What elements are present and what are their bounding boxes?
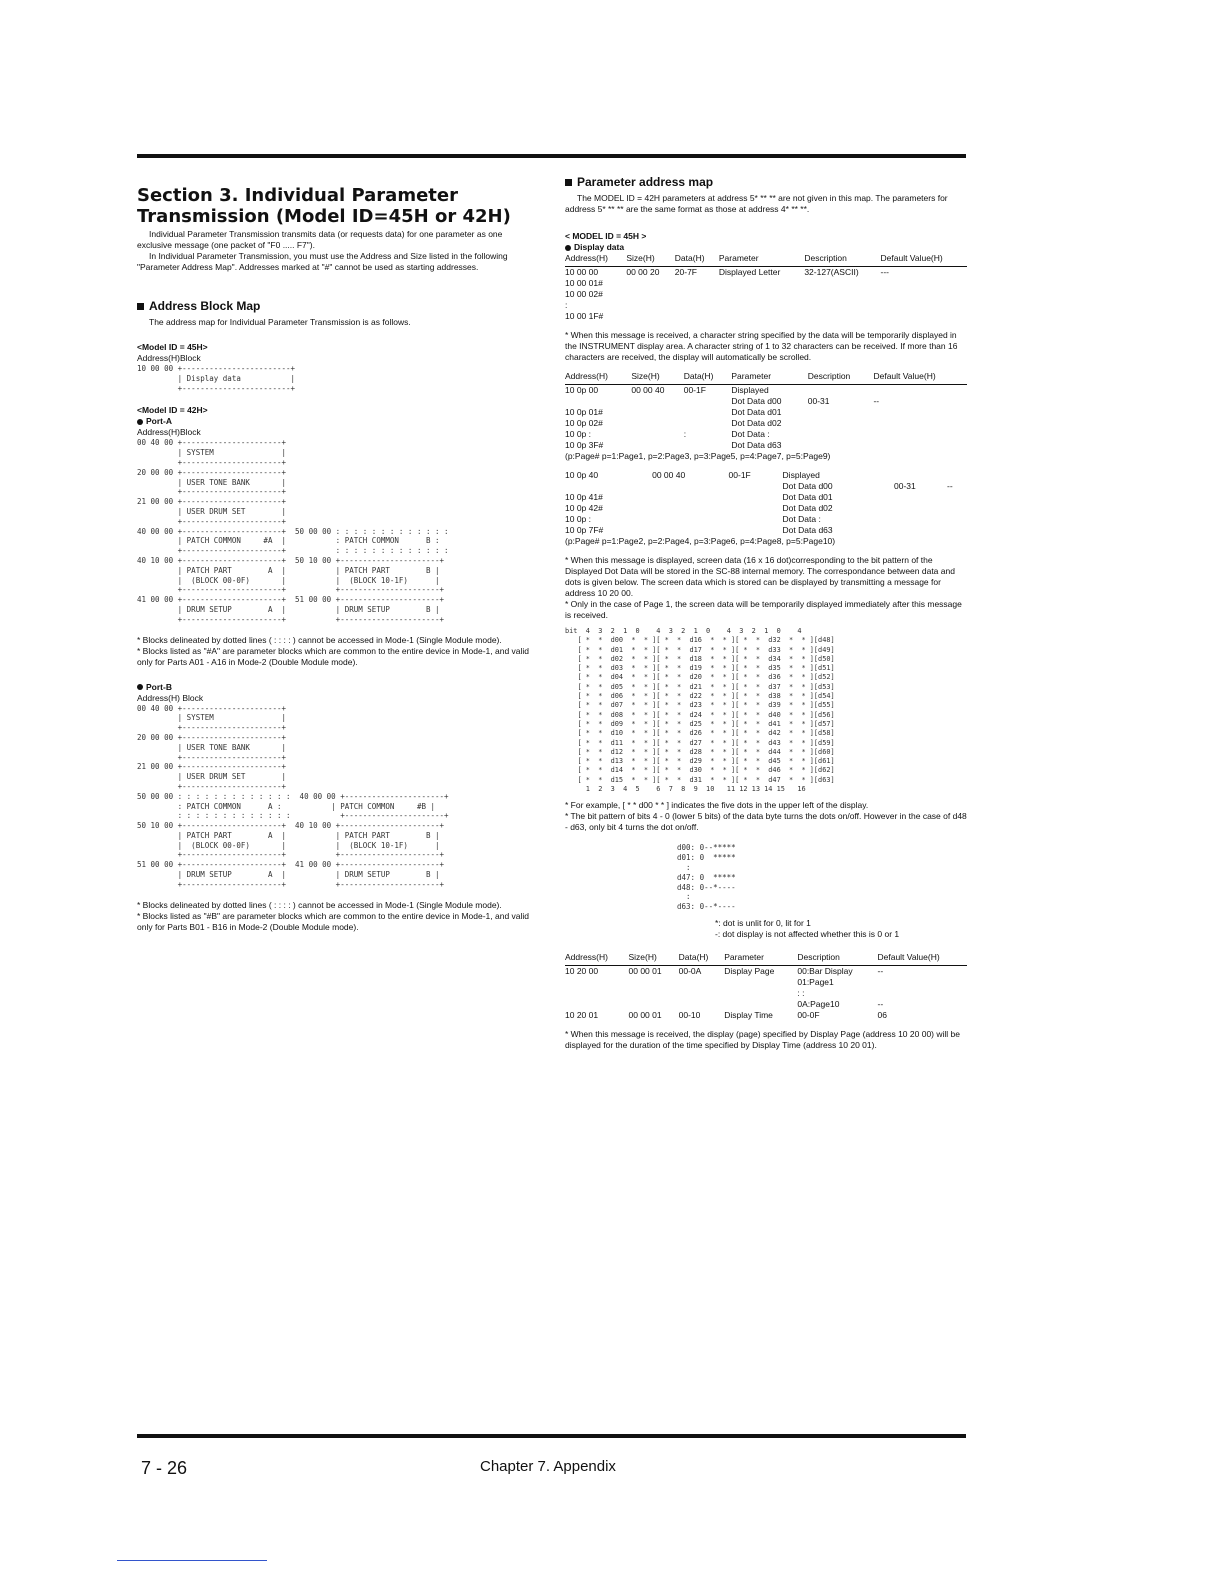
column-header: Parameter [724,952,797,966]
table-cell: -- [947,481,953,491]
table-cell: Dot Data d02 [782,503,833,513]
table-cell [626,278,674,289]
column-header: Data(H) [684,371,732,385]
table-cell [894,514,947,525]
table-cell [947,492,967,503]
display-letter-table [565,253,967,322]
port-b-label: Port-B [137,682,537,693]
table-row [565,418,967,429]
model45-block-label: Address(H)Block [137,353,201,363]
table-cell [808,385,874,397]
table-cell [652,481,728,492]
table-row [565,492,967,503]
table-cell [652,525,728,536]
table-cell [808,429,874,440]
table-cell [729,503,783,514]
intro-paragraph-1: Individual Parameter Transmission transmits data (or requests data) for one parameter as one exclusive message (one packet of "F0 ..... F7"). [137,229,503,250]
table-row [565,988,967,999]
table-row [565,278,967,289]
table-cell: 00 00 01 [628,965,662,976]
table-cell [729,492,783,503]
address-block-text: The address map for Individual Parameter Transmission is as follows. [149,317,411,327]
table-cell: : [565,300,568,310]
dot-data-table-1 [565,371,967,451]
parameter-map-heading: Parameter address map [565,175,967,189]
table-cell [947,470,967,481]
table-cell [804,300,880,311]
table-cell [631,396,683,407]
table-cell: 10 0p : [565,429,591,439]
left-column [137,175,537,933]
table-cell: 00-1F [683,385,706,395]
table-row [565,977,967,988]
table-cell [729,514,783,525]
example-note: * For example, [ * * d00 * * ] indicates the five dots in the upper left of the display. [565,800,869,811]
table-cell [724,999,797,1010]
table-cell: Dot Data d01 [731,407,782,417]
port-a-diagram: 00 40 00 +----------------------+ | SYSTEM | +----------------------+ 20 00 00 +----------------------+ | USER TONE BANK | +----------------------+ 21 00 00 +----------------------+ | USER DRUM SET | +----------------------+ 40 00 00 +----------------------+ 50 00 00 : : : : : : : : : : : : : | PATCH COMMON #A | : PATCH COMMON B : +----------------------+ : : : : : : : : : : : : : 40 10 00 +----------------------+ 50 10 00 +----------------------+ | PATCH PART A | | PATCH PART B | | (BLOCK 00-0F) | | (BLOCK 10-1F) | +----------------------+ +----------------------+ 41 00 00 +----------------------+ 51 00 00 +----------------------+ | DRUM SETUP A | | DRUM SETUP B | +----------------------+ +----------------------+ [137,438,449,624]
table-cell: 20-7F [674,267,698,277]
model45-heading: <Model ID = 45H> [137,342,208,352]
table-cell [808,440,874,451]
table-cell: 00 00 40 [631,385,665,395]
table-cell: 00 00 20 [626,267,660,277]
table-cell [629,999,679,1010]
table-cell [675,289,719,300]
table-cell: 10 00 01# [565,278,603,288]
table-cell: --- [880,267,890,277]
table-cell: 00:Bar Display [797,965,853,976]
column-header: Address(H) [565,253,626,267]
column-header: Size(H) [626,253,674,267]
column-header: Description [804,253,880,267]
table-row [565,440,967,451]
table-cell [652,514,728,525]
model45-diagram: 10 00 00 +------------------------+ | Display data | +------------------------+ [137,364,296,393]
table-cell [894,503,947,514]
column-header: Address(H) [565,952,629,966]
table-cell [947,525,967,536]
table-cell: 10 0p 3F# [565,440,604,450]
table-cell [724,977,797,988]
table-cell: 06 [877,1009,887,1020]
table-cell: 10 00 00 [565,267,599,277]
table-cell: 10 00 1F# [565,311,604,321]
table-cell [947,514,967,525]
square-bullet-icon [565,179,572,186]
table-cell: 10 20 00 [565,965,599,976]
display-letter-note: * When this message is received, a character string specified by the data will be temporarily displayed in the INSTRUMENT display area. A character string of 1 to 32 characters can be received. If more than 16 characters are received, the display will automatically be scrolled. [565,330,958,362]
table-cell: Display Time [724,1009,773,1020]
table-cell: 10 0p 41# [565,492,603,502]
table-cell: 00-0A [678,965,702,976]
legend-unlit: *: dot is unlit for 0, lit for 1 [715,917,811,928]
table-cell [729,525,783,536]
table-row [565,525,967,536]
table-cell [565,999,629,1010]
table-row [565,396,967,407]
square-bullet-icon [137,303,144,310]
port-a-note-1: * Blocks delineated by dotted lines ( : : : : ) cannot be accessed in Mode-1 (Single Module mode). [137,634,502,645]
table-cell [684,396,732,407]
table-cell [873,440,967,451]
table-cell [808,418,874,429]
table-row [565,481,967,492]
table-cell [719,311,804,322]
table-cell [631,440,683,451]
table-cell [894,525,947,536]
table-cell [679,988,725,999]
table-cell [684,418,732,429]
table-cell: -- [873,396,880,406]
table-cell [631,407,683,418]
right-column [565,175,967,1051]
table-cell: Dot Data d63 [731,440,782,450]
port-a-block-label: Address(H)Block [137,427,201,438]
table-cell: Dot Data d01 [782,492,833,502]
intro-paragraph-2: In Individual Parameter Transmission, you must use the Address and Size listed in the following "Parameter Address Map". Addresses marked at "#" cannot be used as starting addresses. [137,251,508,272]
table-cell [804,311,880,322]
table-row [565,407,967,418]
column-header: Default Value(H) [873,371,967,385]
table-cell [629,988,679,999]
bottom-rule [137,1434,966,1438]
table-cell: 10 20 01 [565,1009,599,1020]
table-row [565,267,967,279]
table-cell [565,977,629,988]
table-cell [881,311,967,322]
table-cell [679,977,725,988]
display-page-note: * When this message is received, the display (page) specified by Display Page (address 10 20 00) will be displayed for the duration of the time specified by Display Time (address 10 20 01). [565,1028,960,1050]
table-row [565,429,967,440]
table-cell: Dot Data d63 [782,525,833,535]
screen-data-note: * When this message is displayed, screen data (16 x 16 dot)corresponding to the bit pattern of the Displayed Dot Data will be stored in the SC-88 internal memory. The correspondance between data and dots is given below. The screen data which is stored can be displayed by transmitting a message for address 10 20 00. [565,555,955,598]
table-cell [894,492,947,503]
table-cell [881,289,967,300]
table-row [565,311,967,322]
table-row [565,470,967,481]
table-cell [808,407,874,418]
page1-note: * Only in the case of Page 1, the screen data will be temporarily displayed immediately after this message is received. [565,599,962,620]
section-title: Section 3. Individual Parameter Transmission (Model ID=45H or 42H) [137,185,511,227]
page-note-1: (p:Page# p=1:Page1, p=2:Page3, p=3:Page5, p=4:Page7, p=5:Page9) [565,451,831,461]
column-header: Default Value(H) [877,952,967,966]
dot-data-table-2 [565,470,967,536]
model-label: < MODEL ID = 45H > [565,231,647,241]
table-cell: Dot Data d02 [731,418,782,428]
table-cell [631,429,683,440]
table-cell: 10 0p 01# [565,407,603,417]
table-cell: 10 0p 40 [565,470,599,480]
round-bullet-icon [565,245,571,251]
chapter-label: Chapter 7. Appendix [480,1458,616,1475]
table-cell: Displayed Letter [718,267,781,277]
round-bullet-icon [137,419,143,425]
table-cell [804,278,880,289]
column-header: Data(H) [675,253,719,267]
column-header: Default Value(H) [881,253,967,267]
table-row [565,289,967,300]
table-cell [652,492,728,503]
table-cell: 00-31 [807,396,830,406]
table-cell: 32-127(ASCII) [804,267,859,277]
table-cell [873,418,967,429]
port-b-note-2: * Blocks listed as "#B" are parameter blocks which are common to the entire device in Mode-1, and valid only for Parts B01 - B16 in Mode-2 (Double Module mode). [137,910,530,932]
table-cell [873,429,967,440]
table-cell: Displayed [782,470,820,480]
table-row [565,514,967,525]
table-cell [877,988,967,999]
table-cell [684,440,732,451]
table-cell [629,977,679,988]
table-cell [947,503,967,514]
table-cell [719,278,804,289]
table-cell [675,278,719,289]
table-cell [565,988,629,999]
table-cell: 10 0p 00 [565,385,599,395]
table-cell [565,396,631,407]
table-cell: : : [797,987,805,998]
table-cell: Dot Data : [731,429,770,439]
round-bullet-icon [137,684,143,690]
table-cell [684,407,732,418]
table-row [565,965,967,977]
table-cell: Display Page [724,965,775,976]
port-b-note-1: * Blocks delineated by dotted lines ( : : : : ) cannot be accessed in Mode-1 (Single Module mode). [137,899,502,910]
table-row [565,385,967,397]
model42-heading: <Model ID = 42H> [137,405,208,416]
parameter-map-intro: The MODEL ID = 42H parameters at address 5* ** ** are not given in this map. The parameters for address 5* ** ** are the same format as those at address 4* ** **. [565,193,948,214]
table-cell [873,385,967,397]
column-header: Description [808,371,874,385]
table-cell: 00 00 40 [652,470,686,480]
port-b-block-label: Address(H) Block [137,692,204,703]
table-cell [873,407,967,418]
port-a-note-2: * Blocks listed as "#A" are parameter blocks which are common to the entire device in Mode-1, and valid only for Parts A01 - A16 in Mode-2 (Double Module mode). [137,645,530,667]
display-page-table [565,952,967,1021]
top-rule [137,154,966,158]
bottom-link-underline [117,1560,267,1561]
page-number: 7 - 26 [141,1458,188,1478]
table-cell [626,289,674,300]
column-header: Description [797,952,877,966]
column-header: Address(H) [565,371,631,385]
legend-not-affected: -: dot display is not affected whether this is 0 or 1 [715,928,900,939]
table-cell [675,300,719,311]
table-cell: Dot Data d00 [731,396,782,406]
table-cell [626,311,674,322]
table-cell [565,481,652,492]
table-cell [631,418,683,429]
port-b-diagram: 00 40 00 +----------------------+ | SYSTEM | +----------------------+ 20 00 00 +----------------------+ | USER TONE BANK | +----------------------+ 21 00 00 +----------------------+ | USER DRUM SET | +----------------------+ 50 00 00 : : : : : : : : : : : : : 40 00 00 +----------------------+ : PATCH COMMON A : | PATCH COMMON #B | : : : : : : : : : : : : : +----------------------+ 50 10 00 +----------------------+ 40 10 00 +----------------------+ | PATCH PART A | | PATCH PART B | | (BLOCK 00-0F) | | (BLOCK 10-1F) | +----------------------+ +----------------------+ 51 00 00 +----------------------+ 41 00 00 +----------------------+ | DRUM SETUP A | | DRUM SETUP B | +----------------------+ +----------------------+ [137,703,449,889]
table-header [565,371,967,385]
table-cell [719,289,804,300]
port-a-label: Port-A [137,416,537,427]
table-cell [729,481,783,492]
table-cell: 00 00 01 [628,1009,662,1020]
address-block-heading: Address Block Map [137,299,537,313]
table-cell: 00-1F [728,470,751,480]
table-row [565,503,967,514]
table-cell: 10 0p 42# [565,503,603,513]
table-row [565,1010,967,1021]
table-cell [719,300,804,311]
table-cell: Displayed [731,385,769,395]
table-cell [877,977,967,988]
table-cell [804,289,880,300]
table-cell: -- [877,965,884,976]
column-header: Parameter [719,253,804,267]
table-cell [881,278,967,289]
table-cell [675,311,719,322]
bit-pattern-note: * The bit pattern of bits 4 - 0 (lower 5 bits) of the data byte turns the dots on/off. However in the case of d48 - d63, only bit 4 turns the dot on/off. [565,811,967,833]
table-row [565,999,967,1010]
column-header: Data(H) [679,952,725,966]
table-cell: 00-31 [894,481,916,491]
display-data-label: Display data [565,242,967,253]
column-header: Parameter [731,371,807,385]
table-cell [652,503,728,514]
table-header [565,952,967,966]
table-cell [724,988,797,999]
table-cell: : [683,429,687,439]
page-note-2: (p:Page# p=1:Page2, p=2:Page4, p=3:Page6, p=4:Page8, p=5:Page10) [565,536,836,546]
bit-pattern-diagram: bit 4 3 2 1 0 4 3 2 1 0 4 3 2 1 0 4 [ * * d00 * * ][ * * d16 * * ][ * * d32 * * ][d48] [ * * d01 * * ][ * * d17 * * ][ * * d33 * * ][d49] [ * * d02 * * ][ * * d18 * * ][ * * d34 * * ][d50] [ * * d03 * * ][ * * d19 * * ][ * * d35 * * ][d51] [ * * d04 * * ][ * * d20 * * ][ * * d36 * * ][d52] [ * * d05 * * ][ * * d21 * * ][ * * d37 * * ][d53] [ * * d06 * * ][ * * d22 * * ][ * * d38 * * ][d54] [ * * d07 * * ][ * * d23 * * ][ * * d39 * * ][d55] [ * * d08 * * ][ * * d24 * * ][ * * d40 * * ][d56] [ * * d09 * * ][ * * d25 * * ][ * * d41 * * ][d57] [ * * d10 * * ][ * * d26 * * ][ * * d42 * * ][d58] [ * * d11 * * ][ * * d27 * * ][ * * d43 * * ][d59] [ * * d12 * * ][ * * d28 * * ][ * * d44 * * ][d60] [ * * d13 * * ][ * * d29 * * ][ * * d45 * * ][d61] [ * * d14 * * ][ * * d30 * * ][ * * d46 * * ][d62] [ * * d15 * * ][ * * d31 * * ][ * * d47 * * ][d63] 1 2 3 4 5 6 7 8 9 10 11 12 13 14 15 16 [565,627,835,794]
table-cell: Dot Data d00 [782,481,833,491]
table-cell: 01:Page1 [797,976,834,987]
table-cell [894,470,947,481]
table-cell: 10 00 02# [565,289,603,299]
table-cell: 10 0p 7F# [565,525,604,535]
table-cell: Dot Data : [782,514,821,524]
column-header: Size(H) [629,952,679,966]
table-cell: 10 0p : [565,514,591,524]
table-header [565,253,967,267]
table-cell [679,999,725,1010]
column-header: Size(H) [631,371,683,385]
table-row [565,300,967,311]
table-cell [626,300,674,311]
table-cell [881,300,967,311]
table-cell: 10 0p 02# [565,418,603,428]
table-cell: 00-10 [678,1009,701,1020]
table-cell: -- [877,998,884,1009]
table-cell: 00-0F [797,1009,820,1020]
table-cell: 0A:Page10 [797,998,840,1009]
dot-example-diagram: d00: 0--***** d01: 0 ***** : d47: 0 ***** d48: 0--*---- : d63: 0--*---- [677,843,736,912]
